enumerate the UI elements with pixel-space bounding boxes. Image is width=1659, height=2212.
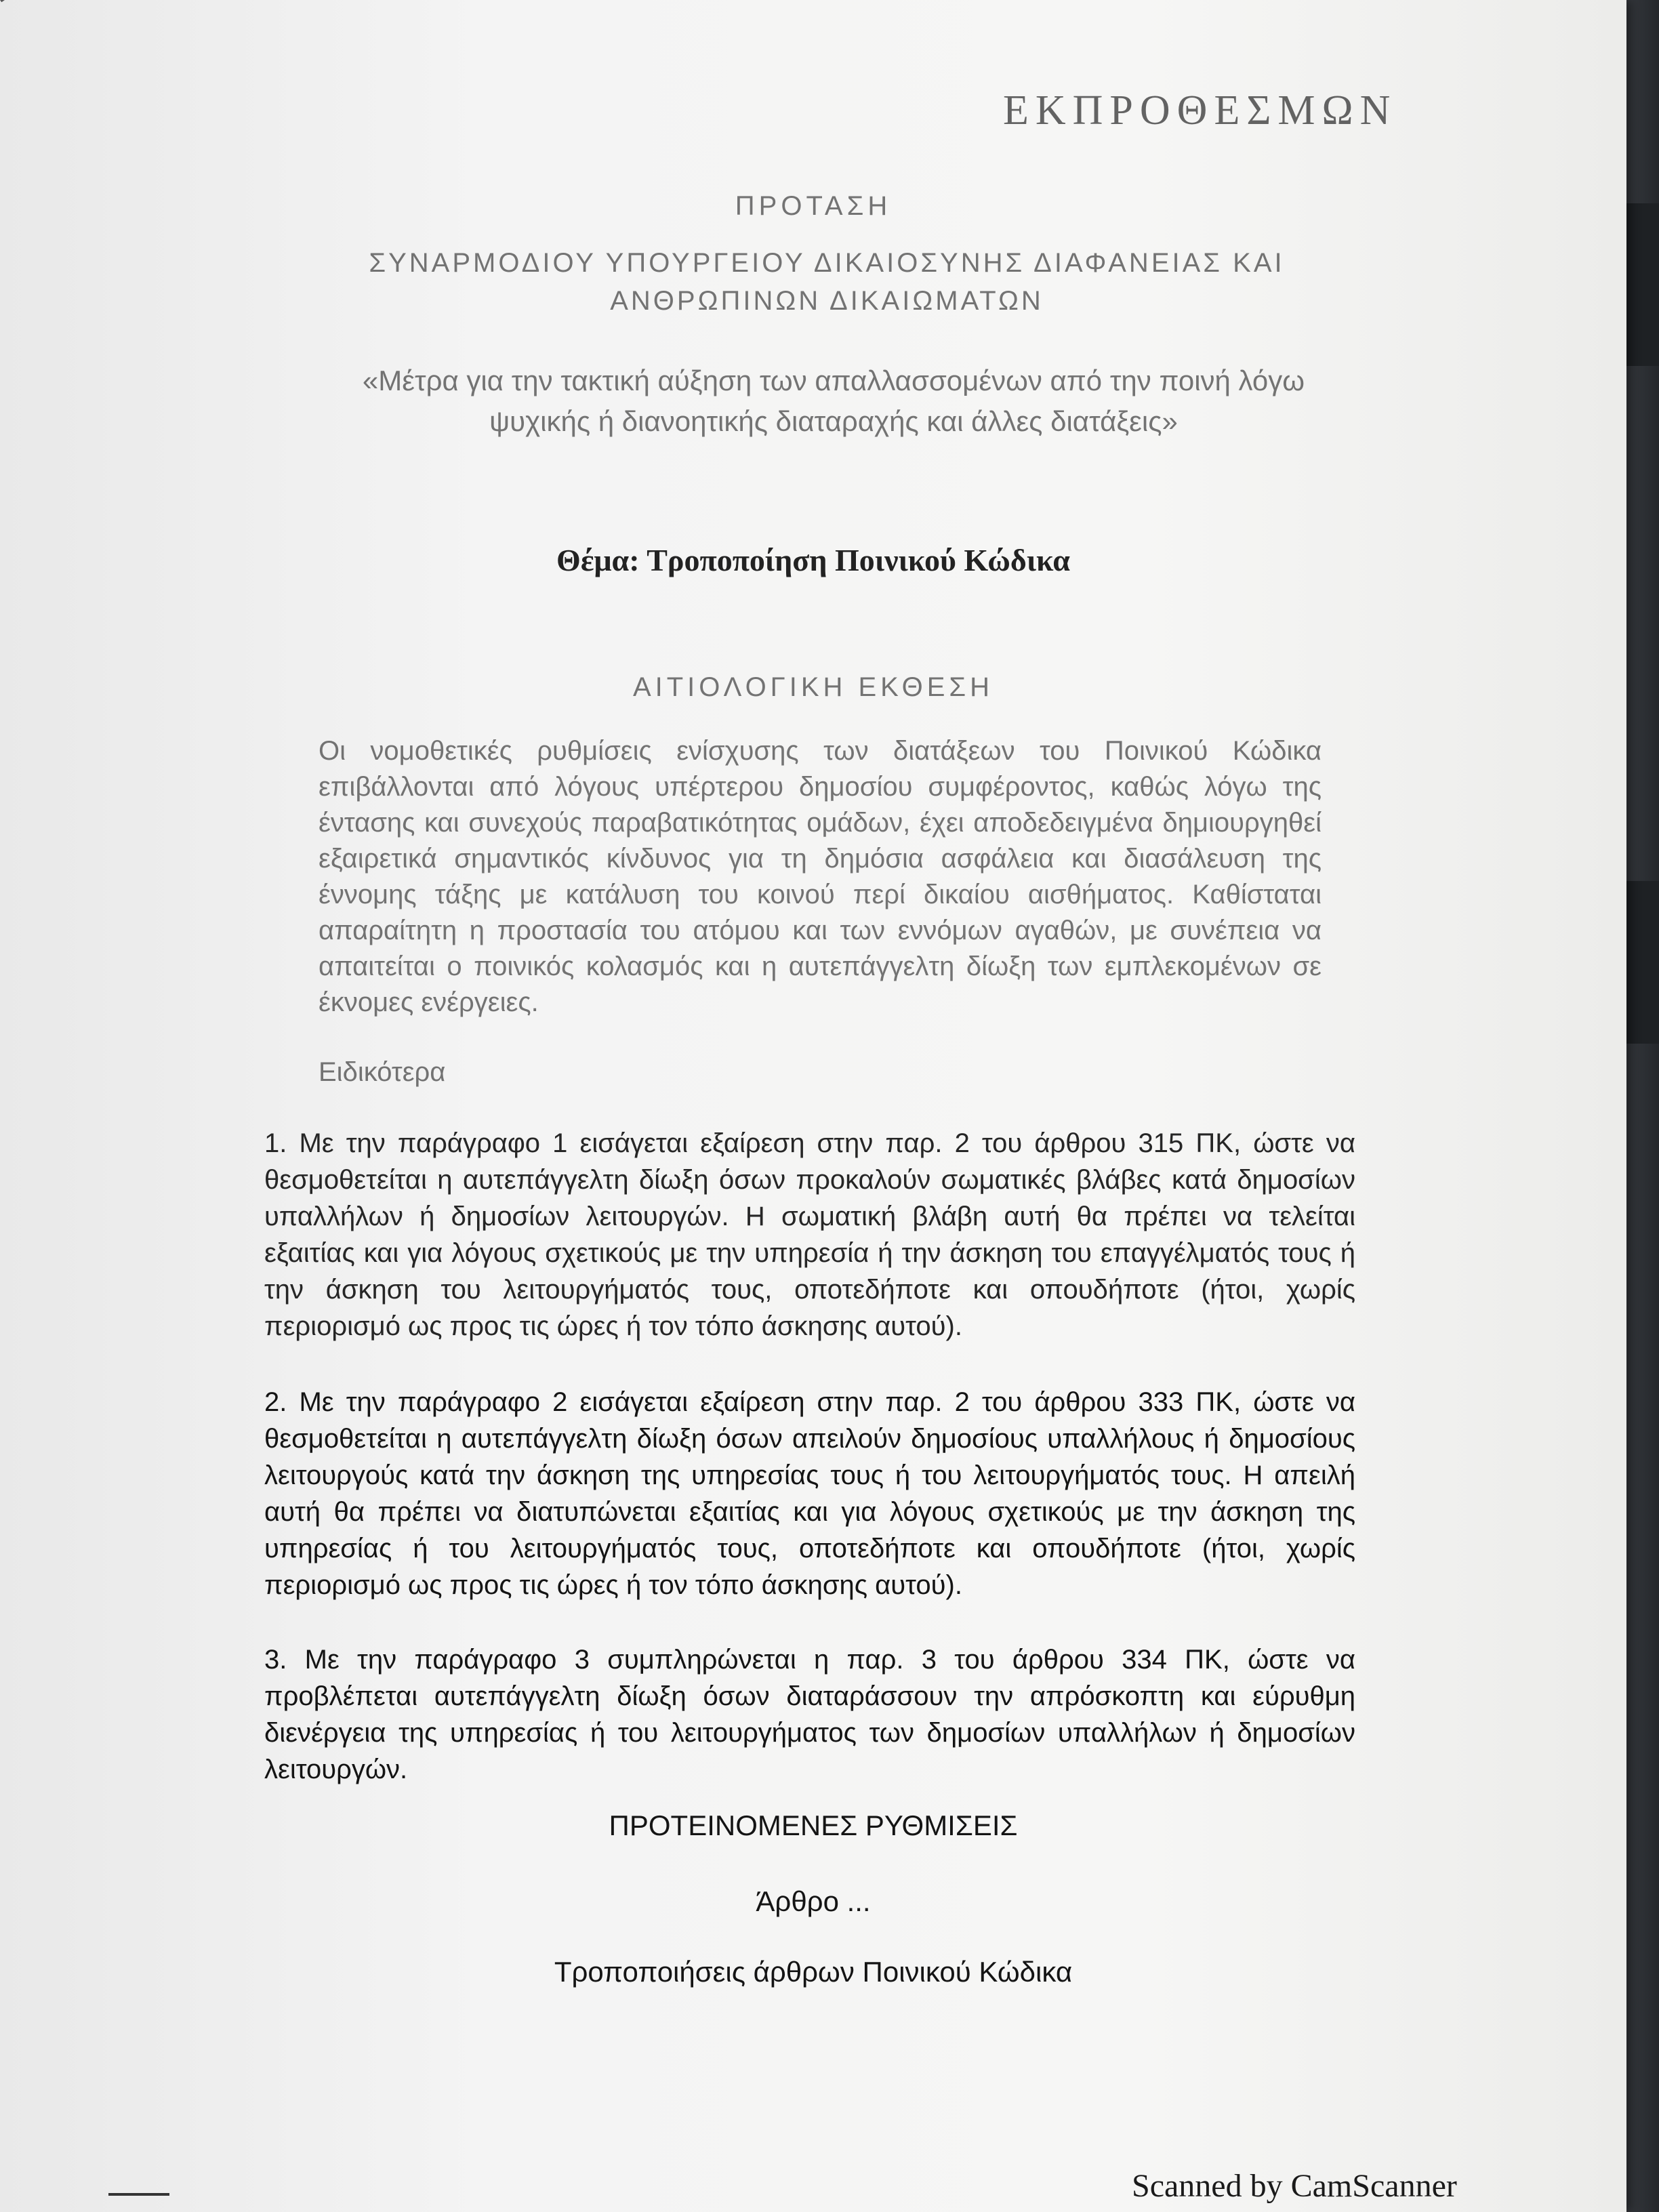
paragraph-2: 2. Με την παράγραφο 2 εισάγεται εξαίρεση στην παρ. 2 του άρθρου 333 ΠΚ, ώστε να θεσμοθετείται η αυτεπάγγελτη δίωξη όσων απειλούν δημοσίους υπαλλήλους ή δημοσίους λειτουργούς κατά την άσκηση της υπηρεσίας τους ή του λειτουργήματός τους. Η απειλή αυτή θα πρέπει να διατυπώνεται εξαιτίας και για λόγους σχετικούς με την άσκηση της υπηρεσίας ή του λειτουργήματός τους, οποτεδήποτε και οπουδήποτε (ήτοι, χωρίς περιορισμό ως προς τις ώρες ή τον τόπο άσκησης αυτού). bbox=[264, 1387, 1355, 1600]
ministry-line: ΑΝΘΡΩΠΙΝΩΝ ΔΙΚΑΙΩΜΑΤΩΝ bbox=[610, 286, 1044, 316]
corner-mark bbox=[0, 0, 24, 2]
intro-paragraph: Οι νομοθετικές ρυθμίσεις ενίσχυσης των διατάξεων του Ποινικού Κώδικα επιβάλλονται από λόγους υπέρτερου δημοσίου συμφέροντος, καθώς λόγω της έντασης και συνεχούς παραβατικότητας ομάδων, έχει αποδεδειγμένα δημιουργηθεί εξαιρετικά σημαντικός κίνδυνος για τη δημόσια ασφάλεια και διασάλευση της έννομης τάξης με κατάλυση του κοινού περί δικαίου αισθήματος. Καθίσταται απαραίτητη η προστασία του ατόμου και των εννόμων αγαθών, με συνέπεια να απαιτείται ο ποινικός κολασμός και η αυτεπάγγελτη δίωξη των εμπλεκομένων σε έκνομες ενέργειες. bbox=[319, 736, 1322, 1017]
scanner-watermark: Scanned by CamScanner bbox=[1132, 2168, 1457, 2204]
particularly-label: Ειδικότερα bbox=[319, 1057, 446, 1087]
amendments-heading: Τροποποιήσεις άρθρων Ποινικού Κώδικα bbox=[554, 1956, 1073, 1988]
proposal-label: ΠΡΟΤΑΣΗ bbox=[735, 191, 892, 221]
bill-title-quote bbox=[325, 361, 1342, 442]
stamp: ΕΚΠΡΟΘΕΣΜΩΝ bbox=[1003, 87, 1397, 134]
paragraph-1: 1. Με την παράγραφο 1 εισάγεται εξαίρεση στην παρ. 2 του άρθρου 315 ΠΚ, ώστε να θεσμοθετείται η αυτεπάγγελτη δίωξη όσων προκαλούν σωματικές βλάβες κατά δημοσίων υπαλλήλων ή δημοσίων λειτουργών. Η σωματική βλάβη αυτή θα πρέπει να τελείται εξαιτίας και για λόγους σχετικούς με την υπηρεσία ή την άσκηση του επαγγέλματός τους ή την άσκηση του λειτουργήματός τους, οποτεδήποτε και οπουδήποτε (ήτοι, χωρίς περιορισμό ως προς τις ώρες ή τον τόπο άσκησης αυτού). bbox=[264, 1128, 1355, 1341]
ministry-title bbox=[319, 244, 1335, 320]
proposed-regulations-heading: ΠΡΟΤΕΙΝΟΜΕΝΕΣ ΡΥΘΜΙΣΕΙΣ bbox=[609, 1809, 1018, 1841]
topic-heading: Θέμα: Τροποποίηση Ποινικού Κώδικα bbox=[556, 543, 1070, 577]
ministry-line: ΣΥΝΑΡΜΟΔΙΟΥ ΥΠΟΥΡΓΕΙΟΥ ΔΙΚΑΙΟΣΥΝΗΣ ΔΙΑΦΑΝΕΙΑΣ ΚΑΙ bbox=[369, 248, 1285, 278]
paragraph-3: 3. Με την παράγραφο 3 συμπληρώνεται η παρ. 3 του άρθρου 334 ΠΚ, ώστε να προβλέπεται αυτεπάγγελτη δίωξη όσων διαταράσσουν την απρόσκοπτη και εύρυθμη διενέργεια της υπηρεσίας ή του λειτουργήματος των δημοσίων υπαλλήλων ή δημοσίων λειτουργών. bbox=[264, 1645, 1355, 1784]
quote-line: «Μέτρα για την τακτική αύξηση των απαλλασσομένων από την ποινή λόγω bbox=[362, 365, 1305, 396]
fold-mark bbox=[108, 2193, 169, 2196]
explanatory-report-title: ΑΙΤΙΟΛΟΓΙΚΗ ΕΚΘΕΣΗ bbox=[632, 672, 994, 702]
quote-line: ψυχικής ή διανοητικής διαταραχής και άλλες διατάξεις» bbox=[489, 405, 1178, 437]
article-label: Άρθρο ... bbox=[756, 1885, 871, 1917]
